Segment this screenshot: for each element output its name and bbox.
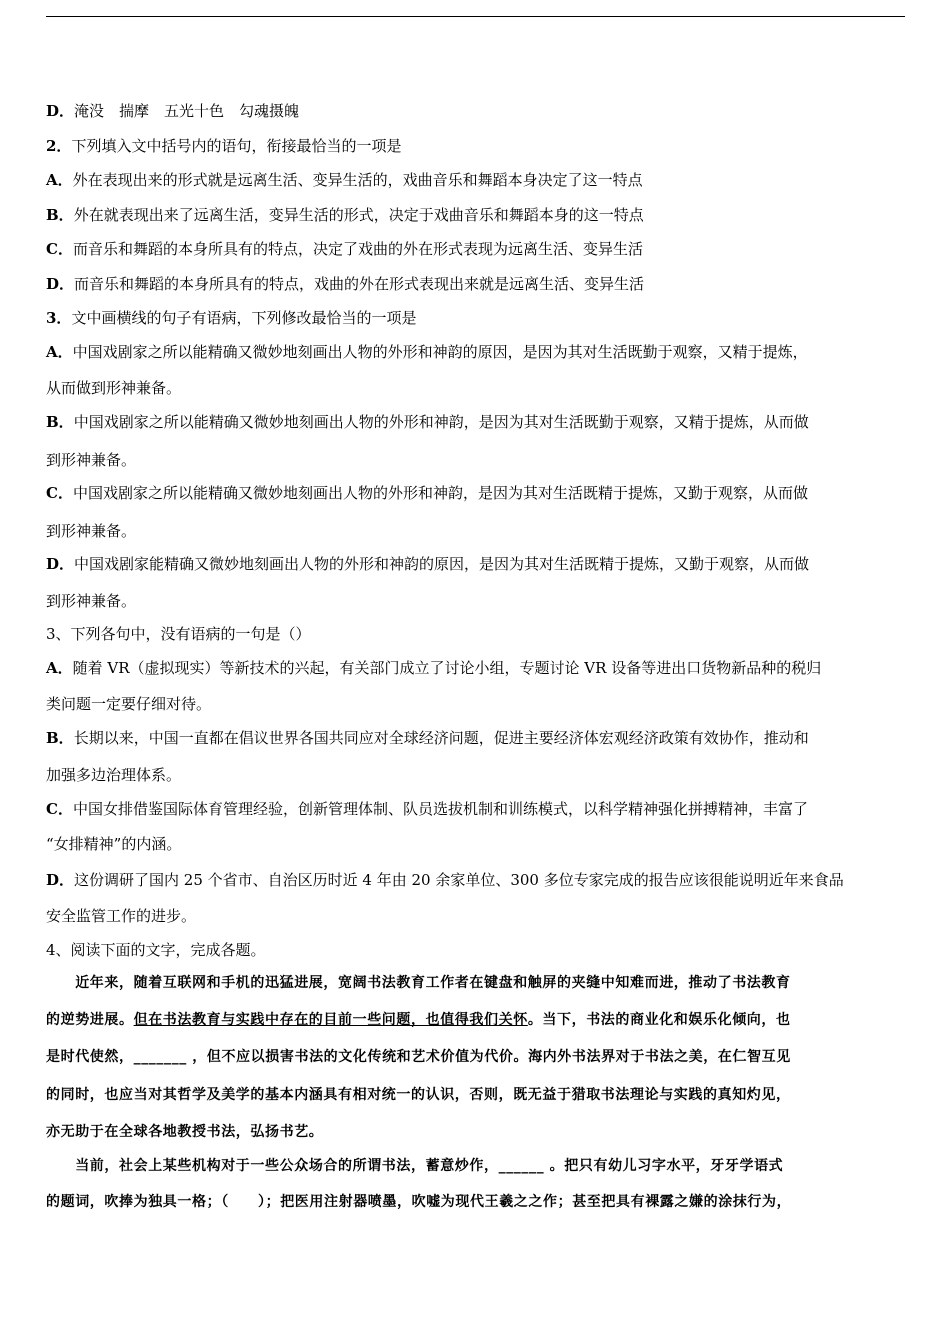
passage-p1-line5: 亦无助于在全球各地教授书法，弘扬书艺。	[46, 1124, 324, 1140]
line-text: 中国戏剧家之所以能精确又微妙地刻画出人物的外形和神韵，是因为其对生活既勤于观察，又精于提炼，从而做	[73, 413, 809, 431]
option-label: B．	[46, 729, 74, 747]
question-line	[46, 483, 906, 503]
line-text: 外在就表现出来了远离生活，变异生活的形式，决定于戏曲音乐和舞蹈本身的这一特点	[73, 206, 644, 224]
question-line	[46, 170, 906, 190]
option-label: D．	[46, 555, 75, 573]
option-label: B．	[46, 413, 74, 431]
line-text: 从而做到形神兼备。	[46, 379, 182, 397]
line-text: 而音乐和舞蹈的本身所具有的特点，决定了戏曲的外在形式表现为远离生活、变异生活	[72, 240, 643, 258]
question-line	[46, 205, 906, 225]
question-line	[46, 870, 906, 890]
line-text: 类问题一定要仔细对待。	[46, 695, 212, 713]
line-text: 到形神兼备。	[46, 451, 137, 469]
question-line	[46, 591, 906, 611]
passage-p1-line4: 的同时，也应当对其哲学及美学的基本内涵具有相对统一的认识，否则，既无益于猎取书法理论与实践的真知灼见，	[46, 1087, 791, 1103]
passage-p1-line3: 是时代使然，_______ ，但不应以损害书法的文化传统和艺术价值为代价。海内外书法界对于书法之美，在仁智互见	[46, 1049, 791, 1065]
question-line	[46, 554, 906, 574]
line-text: 安全监管工作的进步。	[46, 907, 197, 925]
option-label: A．	[46, 171, 73, 189]
line-text: 长期以来，中国一直都在倡议世界各国共同应对全球经济问题，促进主要经济体宏观经济政策有效协作，推动和	[73, 729, 809, 747]
underlined-sentence: 但在书法教育与实践中存在的目前一些问题，也值得我们关怀	[133, 1012, 528, 1028]
question-line	[46, 136, 906, 156]
question-line	[46, 799, 906, 819]
question-line	[46, 239, 906, 259]
line-text: 下列填入文中括号内的语句，衔接最恰当的一项是	[71, 137, 402, 155]
line-text: 而音乐和舞蹈的本身所具有的特点，戏曲的外在形式表现出来就是远离生活、变异生活	[74, 275, 645, 293]
line-text: 3、下列各句中，没有语病的一句是（）	[46, 625, 311, 643]
question-line	[46, 274, 906, 294]
header-rule	[46, 16, 905, 17]
option-label: C．	[46, 240, 73, 258]
question-line	[46, 940, 906, 960]
question-line	[46, 765, 906, 785]
question-line	[46, 728, 906, 748]
line-text: 加强多边治理体系。	[46, 766, 182, 784]
line-text: 到形神兼备。	[46, 522, 137, 540]
option-label: 3．	[46, 309, 72, 327]
line-text: 淹没 揣摩 五光十色 勾魂摄魄	[74, 102, 300, 120]
line-text: 中国戏剧家之所以能精确又微妙地刻画出人物的外形和神韵，是因为其对生活既精于提炼，又勤于观察，从而做	[72, 484, 808, 502]
line-text: 外在表现出来的形式就是远离生活、变异生活的，戏曲音乐和舞蹈本身决定了这一特点	[72, 171, 643, 189]
option-label: A．	[46, 659, 73, 677]
option-label: D．	[46, 871, 75, 889]
question-line	[46, 834, 906, 854]
question-line	[46, 624, 906, 644]
passage-p1-line1: 近年来，随着互联网和手机的迅猛进展，宽阔书法教育工作者在键盘和触屏的夹缝中知难而进，推动了书法教育	[46, 975, 791, 991]
option-label: A．	[46, 343, 73, 361]
passage-text: 。当下，书法的商业化和娱乐化倾向，也	[527, 1012, 791, 1028]
passage-p1-line2	[46, 1010, 906, 1030]
option-label: 2．	[46, 137, 72, 155]
line-text: 中国戏剧家能精确又微妙地刻画出人物的外形和神韵的原因，是因为其对生活既精于提炼，又勤于观察，从而做	[74, 555, 810, 573]
line-text: “女排精神”的内涵。	[46, 835, 182, 853]
passage-text: 的逆势进展。	[46, 1012, 134, 1028]
line-text: 到形神兼备。	[46, 592, 137, 610]
option-label: D．	[46, 275, 75, 293]
question-line	[46, 101, 906, 121]
line-text: 这份调研了国内 25 个省市、自治区历时近 4 年由 20 余家单位、300 多位专家完成的报告应该很能说明近年来食品	[74, 871, 844, 889]
question-line	[46, 378, 906, 398]
option-label: C．	[46, 800, 73, 818]
option-label: D．	[46, 102, 75, 120]
question-line	[46, 521, 906, 541]
question-line	[46, 412, 906, 432]
passage-p2-line2: 的题词，吹捧为独具一格；（ ）；把医用注射器喷墨，吹嘘为现代王羲之之作；甚至把具有裸露之嫌的涂抹行为，	[46, 1194, 792, 1210]
line-text: 4、阅读下面的文字，完成各题。	[46, 941, 266, 959]
question-line	[46, 906, 906, 926]
line-text: 中国女排借鉴国际体育管理经验，创新管理体制、队员选拔机制和训练模式，以科学精神强化拼搏精神，丰富了	[72, 800, 808, 818]
question-line	[46, 308, 906, 328]
line-text: 随着 VR（虚拟现实）等新技术的兴起，有关部门成立了讨论小组，专题讨论 VR 设备等进出口货物新品种的税归	[72, 659, 822, 677]
line-text: 中国戏剧家之所以能精确又微妙地刻画出人物的外形和神韵的原因，是因为其对生活既勤于观察，又精于提炼，	[72, 343, 808, 361]
option-label: B．	[46, 206, 74, 224]
line-text: 文中画横线的句子有语病，下列修改最恰当的一项是	[71, 309, 417, 327]
question-line	[46, 658, 906, 678]
passage-p2-line1: 当前，社会上某些机构对于一些公众场合的所谓书法，蓄意炒作，______ 。把只有幼儿习字水平，牙牙学语式	[46, 1158, 784, 1174]
option-label: C．	[46, 484, 73, 502]
question-line	[46, 342, 906, 362]
question-line	[46, 694, 906, 714]
question-line	[46, 450, 906, 470]
